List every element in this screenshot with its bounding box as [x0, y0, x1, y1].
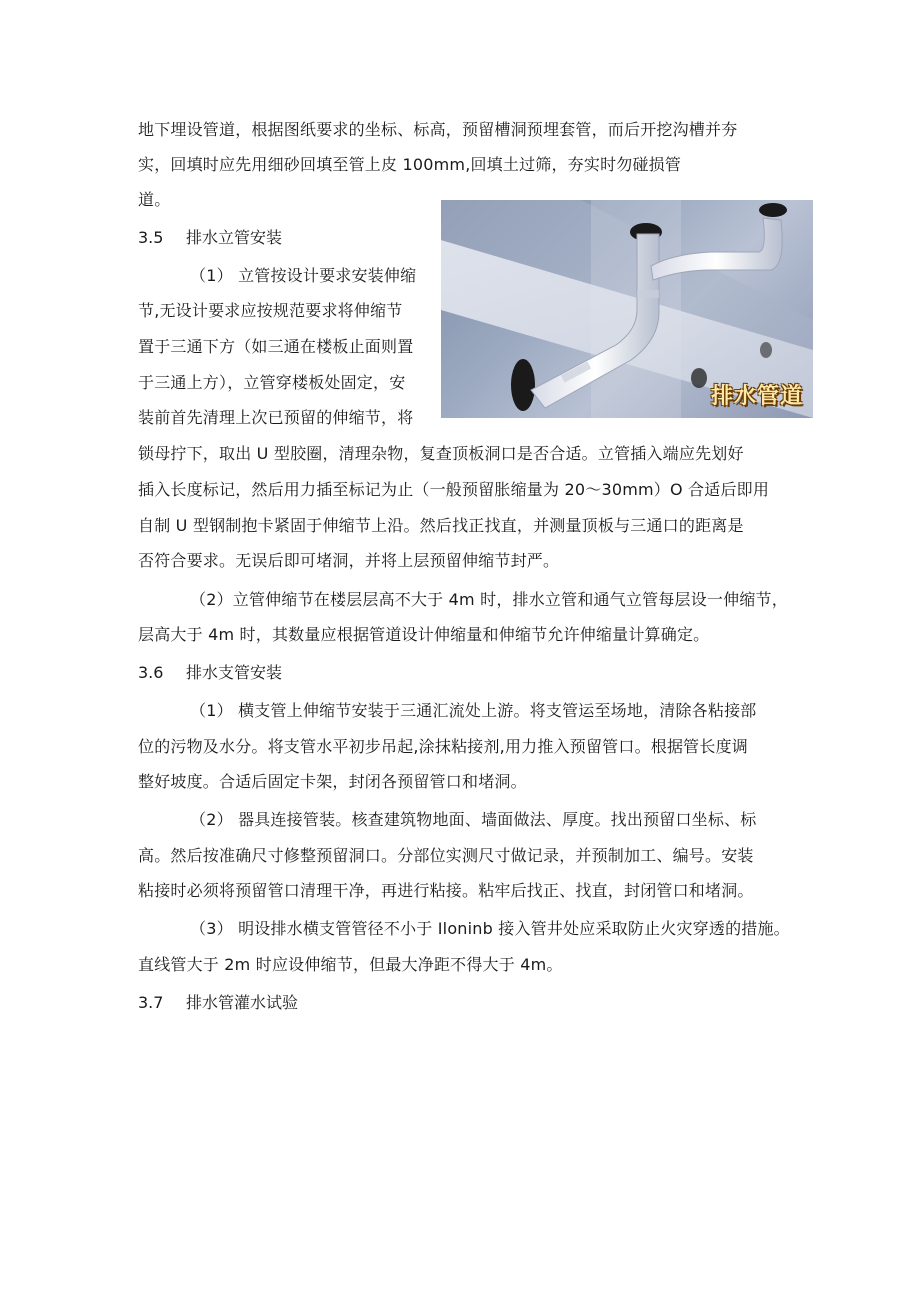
text-line: 否符合要求。无误后即可堵洞，并将上层预留伸缩节封严。	[138, 551, 560, 570]
text-line: 层高大于 4m 时，其数量应根据管道设计伸缩量和伸缩节允许伸缩量计算确定。	[138, 625, 710, 644]
text-line: 整好坡度。合适后固定卡架，封闭各预留管口和堵洞。	[138, 772, 527, 791]
text-line: 插入长度标记，然后用力插至标记为止（一般预留胀缩量为 20～30mm）O 合适后即用	[138, 480, 770, 499]
section-title: 排水支管安装	[186, 663, 283, 682]
text-line: 地下埋设管道，根据图纸要求的坐标、标高，预留槽洞预埋套管，而后开挖沟槽并夯	[138, 120, 738, 139]
photo-caption: 排水管道	[710, 384, 803, 409]
text-line: （2） 器具连接管装。核查建筑物地面、墙面做法、厚度。找出预留口坐标、标	[190, 810, 757, 829]
section-heading-3-7	[138, 993, 298, 1013]
text-line: 道。	[138, 190, 171, 209]
text-line: 自制 U 型钢制抱卡紧固于伸缩节上沿。然后找正找直，并测量顶板与三通口的距离是	[138, 516, 744, 535]
text-line: （2）立管伸缩节在楼层层高不大于 4m 时，排水立管和通气立管每层设一伸缩节，	[190, 590, 788, 609]
drainage-pipe-photo	[441, 200, 813, 418]
text-line: 于三通上方），立管穿楼板处固定，安	[138, 373, 406, 392]
section-number: 3.7	[138, 993, 164, 1012]
text-line: 粘接时必须将预留管口清理干净，再进行粘接。粘牢后找正、找直，封闭管口和堵洞。	[138, 881, 754, 900]
text-line: 直线管大于 2m 时应设伸缩节，但最大净距不得大于 4m。	[138, 955, 563, 974]
section-number: 3.5	[138, 228, 164, 247]
text-line: 位的污物及水分。将支管水平初步吊起,涂抹粘接剂,用力推入预留管口。根据管长度调	[138, 737, 748, 756]
text-line: （3） 明设排水横支管管径不小于 Iloninb 接入管井处应采取防止火灾穿透的措施。	[190, 919, 790, 938]
text-line: 锁母拧下，取出 U 型胶圈，清理杂物，复查顶板洞口是否合适。立管插入端应先划好	[138, 444, 744, 463]
text-line: 置于三通下方（如三通在楼板止面则置	[138, 337, 414, 356]
text-line: 节,无设计要求应按规范要求将伸缩节	[138, 301, 403, 320]
text-line: 高。然后按准确尺寸修整预留洞口。分部位实测尺寸做记录，并预制加工、编号。安装	[138, 846, 754, 865]
section-title: 排水管灌水试验	[186, 993, 299, 1012]
text-line: 装前首先清理上次已预留的伸缩节，将	[138, 408, 414, 427]
text-line: （1） 立管按设计要求安装伸缩	[190, 266, 417, 285]
section-number: 3.6	[138, 663, 164, 682]
text-line: 实，回填时应先用细砂回填至管上皮 100mm,回填土过筛，夯实时勿碰损管	[138, 155, 682, 174]
section-heading-3-5	[138, 228, 282, 248]
section-heading-3-6	[138, 663, 282, 683]
section-title: 排水立管安装	[186, 228, 283, 247]
text-line: （1） 横支管上伸缩节安装于三通汇流处上游。将支管运至场地，清除各粘接部	[190, 701, 757, 720]
